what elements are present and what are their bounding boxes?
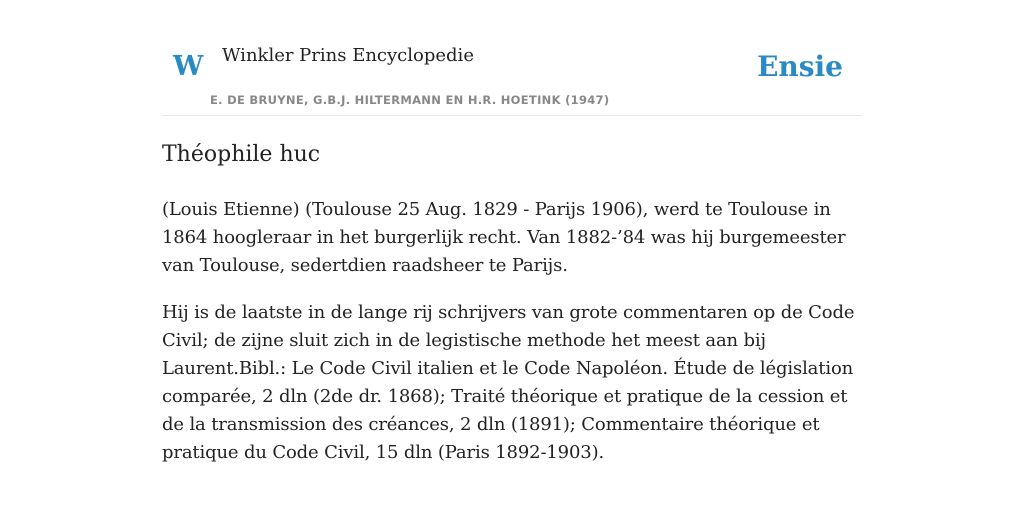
ensie-brand-logo[interactable]: Ensie [757, 50, 843, 83]
article-paragraph: Hij is de laatste in de lange rij schrijvers van grote commentaren op de Code Civil; de zijne sluit zich in de legistische methode het meest aan bij Laurent.Bibl.: Le Code Civil italien et le Code Napoléon. Étude de législation comparée, 2 dln (2de dr. 1868); Traité théorique et pratique de la cession et de la transmission des créances, 2 dln (1891); Commentaire théorique et pratique du Code Civil, 15 dln (Paris 1892-1903). [162, 302, 855, 463]
article-paragraph: (Louis Etienne) (Toulouse 25 Aug. 1829 - Parijs 1906), werd te Toulouse in 1864 hoogleraar in het burgerlijk recht. Van 1882-’84 was hij burgemeester van Toulouse, sedertdien raadsheer te Parijs. [162, 199, 846, 276]
article [162, 138, 862, 486]
encyclopedia-authors: E. DE BRUYNE, G.B.J. HILTERMANN EN H.R. HOETINK (1947) [210, 93, 610, 107]
encyclopedia-logo[interactable]: W [173, 51, 204, 82]
encyclopedia-title[interactable]: Winkler Prins Encyclopedie [222, 45, 474, 66]
site-header [162, 0, 862, 116]
article-title: Théophile huc [162, 142, 321, 167]
